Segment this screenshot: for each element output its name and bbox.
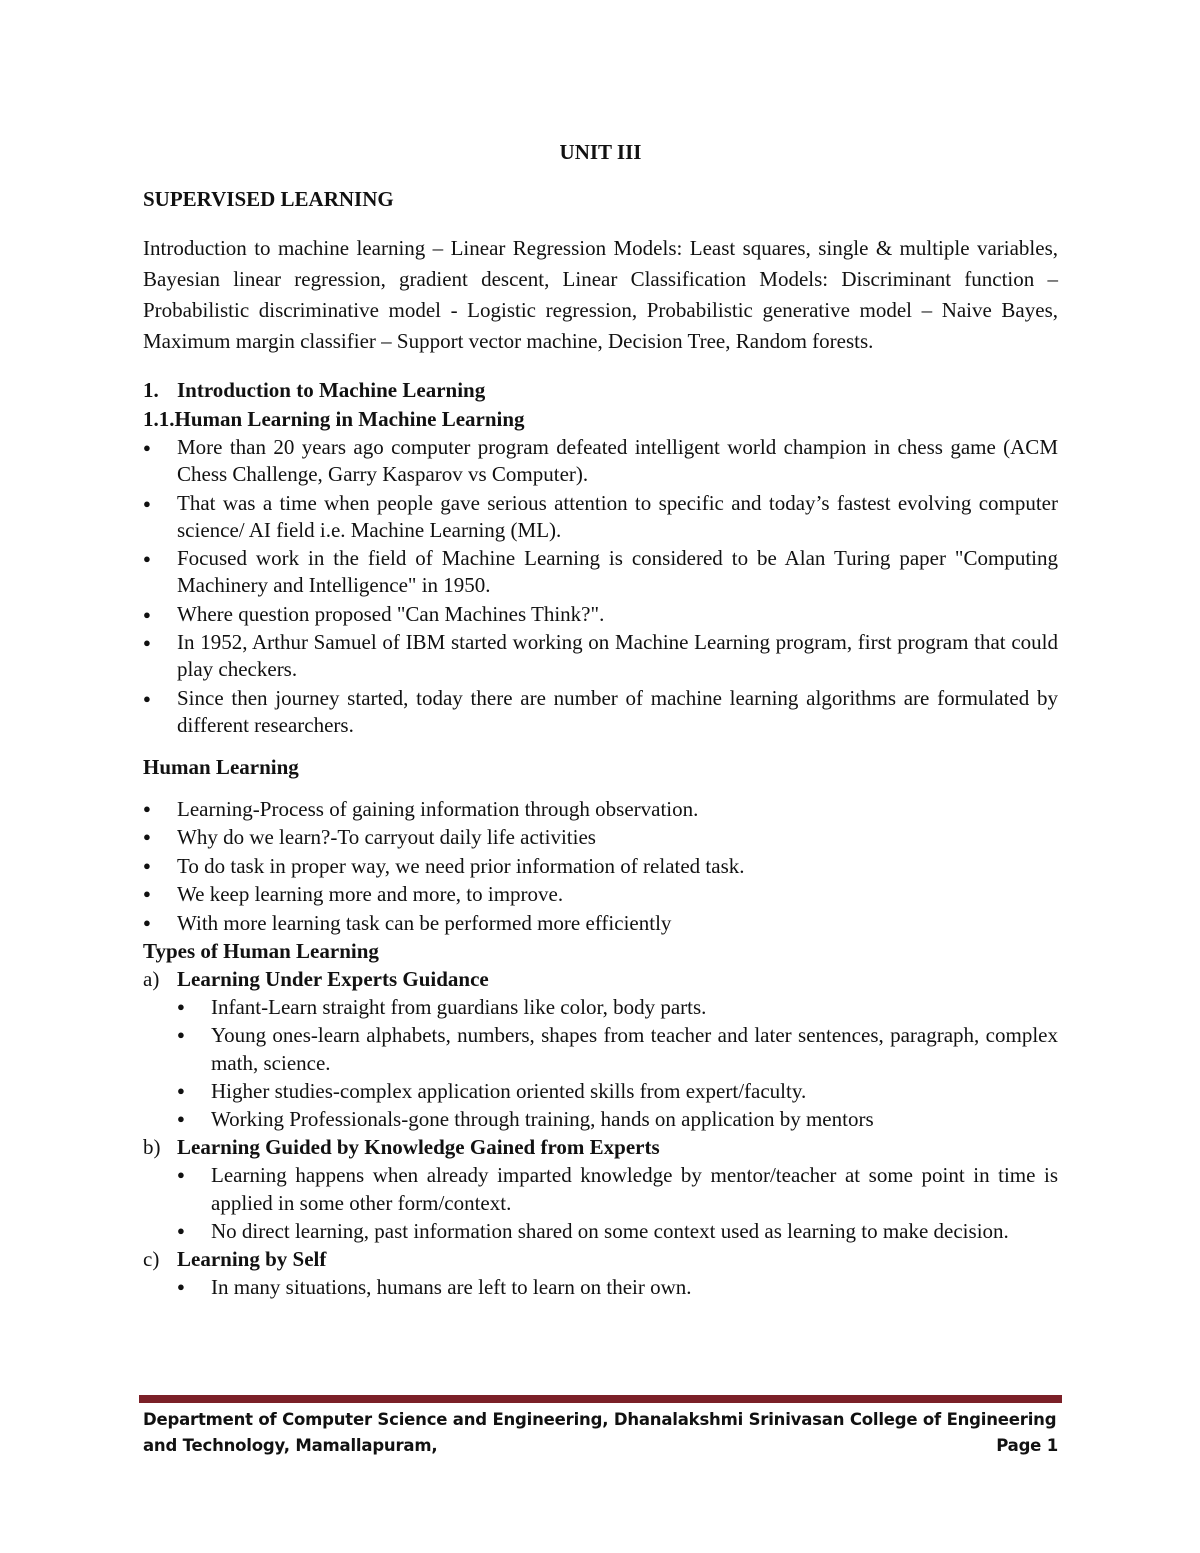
list-item: ● Young ones-learn alphabets, numbers, shapes from teacher and later sentences, paragraph, complex math, science. xyxy=(177,1021,1058,1077)
type-c-heading xyxy=(143,1245,1058,1273)
type-title: Learning Under Experts Guidance xyxy=(177,967,489,991)
footer-rule xyxy=(139,1395,1062,1403)
heading-introduction xyxy=(143,376,1058,405)
type-title: Learning by Self xyxy=(177,1247,327,1271)
heading-number: 1. xyxy=(143,378,159,402)
type-a-heading xyxy=(143,965,1058,993)
page-footer xyxy=(143,1407,1058,1459)
list-item: ● More than 20 years ago computer program defeated intelligent world champion in chess game (ACM Chess Challenge, Garry Kasparov vs Computer). xyxy=(143,434,1058,488)
human-learning-title: Human Learning xyxy=(143,754,299,779)
list-item: ● Learning happens when already imparted knowledge by mentor/teacher at some point in time is applied in some other form/context. xyxy=(177,1161,1058,1217)
unit-title: UNIT III xyxy=(559,140,642,164)
type-a-bullet-list xyxy=(177,993,1058,1133)
list-item: ● Learning-Process of gaining information through observation. xyxy=(143,795,1058,824)
list-item: ● That was a time when people gave serious attention to specific and today’s fastest evolving computer science/ AI field i.e. Machine Learning (ML). xyxy=(143,490,1058,544)
footer-line-2: and Technology, Mamallapuram, xyxy=(143,1436,438,1455)
type-b-heading xyxy=(143,1133,1058,1161)
list-item: ● Working Professionals-gone through training, hands on application by mentors xyxy=(177,1105,1058,1133)
list-item: ● To do task in proper way, we need prior information of related task. xyxy=(143,852,1058,881)
document-page xyxy=(143,140,1058,1301)
list-item: ● In 1952, Arthur Samuel of IBM started working on Machine Learning program, first program that could play checkers. xyxy=(143,629,1058,683)
footer-line-2-row xyxy=(143,1433,1058,1459)
heading-human-learning-in-ml: 1.1.Human Learning in Machine Learning xyxy=(143,407,525,431)
list-item: ● Where question proposed "Can Machines Think?". xyxy=(143,601,1058,628)
type-title: Learning Guided by Knowledge Gained from Experts xyxy=(177,1135,660,1159)
page-number: Page 1 xyxy=(996,1436,1058,1455)
human-learning-bullet-list xyxy=(143,795,1058,938)
intro-paragraph: Introduction to machine learning – Linear Regression Models: Least squares, single & multiple variables, Bayesian linear regression, gradient descent, Linear Classification Models: Discriminant function – Probabilistic discriminative model - Logistic regression, Probabilistic generative model – Naive Bayes, Maximum margin classifier – Support vector machine, Decision Tree, Random forests. xyxy=(143,236,1058,353)
type-b-bullet-list xyxy=(177,1161,1058,1245)
type-c-bullet-list xyxy=(177,1273,1058,1301)
history-bullet-list xyxy=(143,434,1058,739)
list-item: ● Higher studies-complex application oriented skills from expert/faculty. xyxy=(177,1077,1058,1105)
list-item: ● We keep learning more and more, to improve. xyxy=(143,880,1058,909)
list-item: ● Since then journey started, today there are number of machine learning algorithms are formulated by different researchers. xyxy=(143,685,1058,739)
type-letter: b) xyxy=(143,1135,161,1159)
list-item: ● In many situations, humans are left to learn on their own. xyxy=(177,1273,1058,1301)
list-item: ● With more learning task can be performed more efficiently xyxy=(143,909,1058,938)
type-letter: a) xyxy=(143,967,160,991)
list-item: ● Focused work in the field of Machine Learning is considered to be Alan Turing paper "Computing Machinery and Intelligence" in 1950. xyxy=(143,545,1058,599)
list-item: ● Infant-Learn straight from guardians like color, body parts. xyxy=(177,993,1058,1021)
list-item: ● No direct learning, past information shared on some context used as learning to make decision. xyxy=(177,1217,1058,1245)
section-title: SUPERVISED LEARNING xyxy=(143,187,394,211)
type-letter: c) xyxy=(143,1247,160,1271)
heading-text: Introduction to Machine Learning xyxy=(177,378,486,402)
footer-line-1: Department of Computer Science and Engineering, Dhanalakshmi Srinivasan College of Engineering xyxy=(143,1410,1057,1429)
list-item: ● Why do we learn?-To carryout daily life activities xyxy=(143,823,1058,852)
types-title: Types of Human Learning xyxy=(143,939,379,963)
